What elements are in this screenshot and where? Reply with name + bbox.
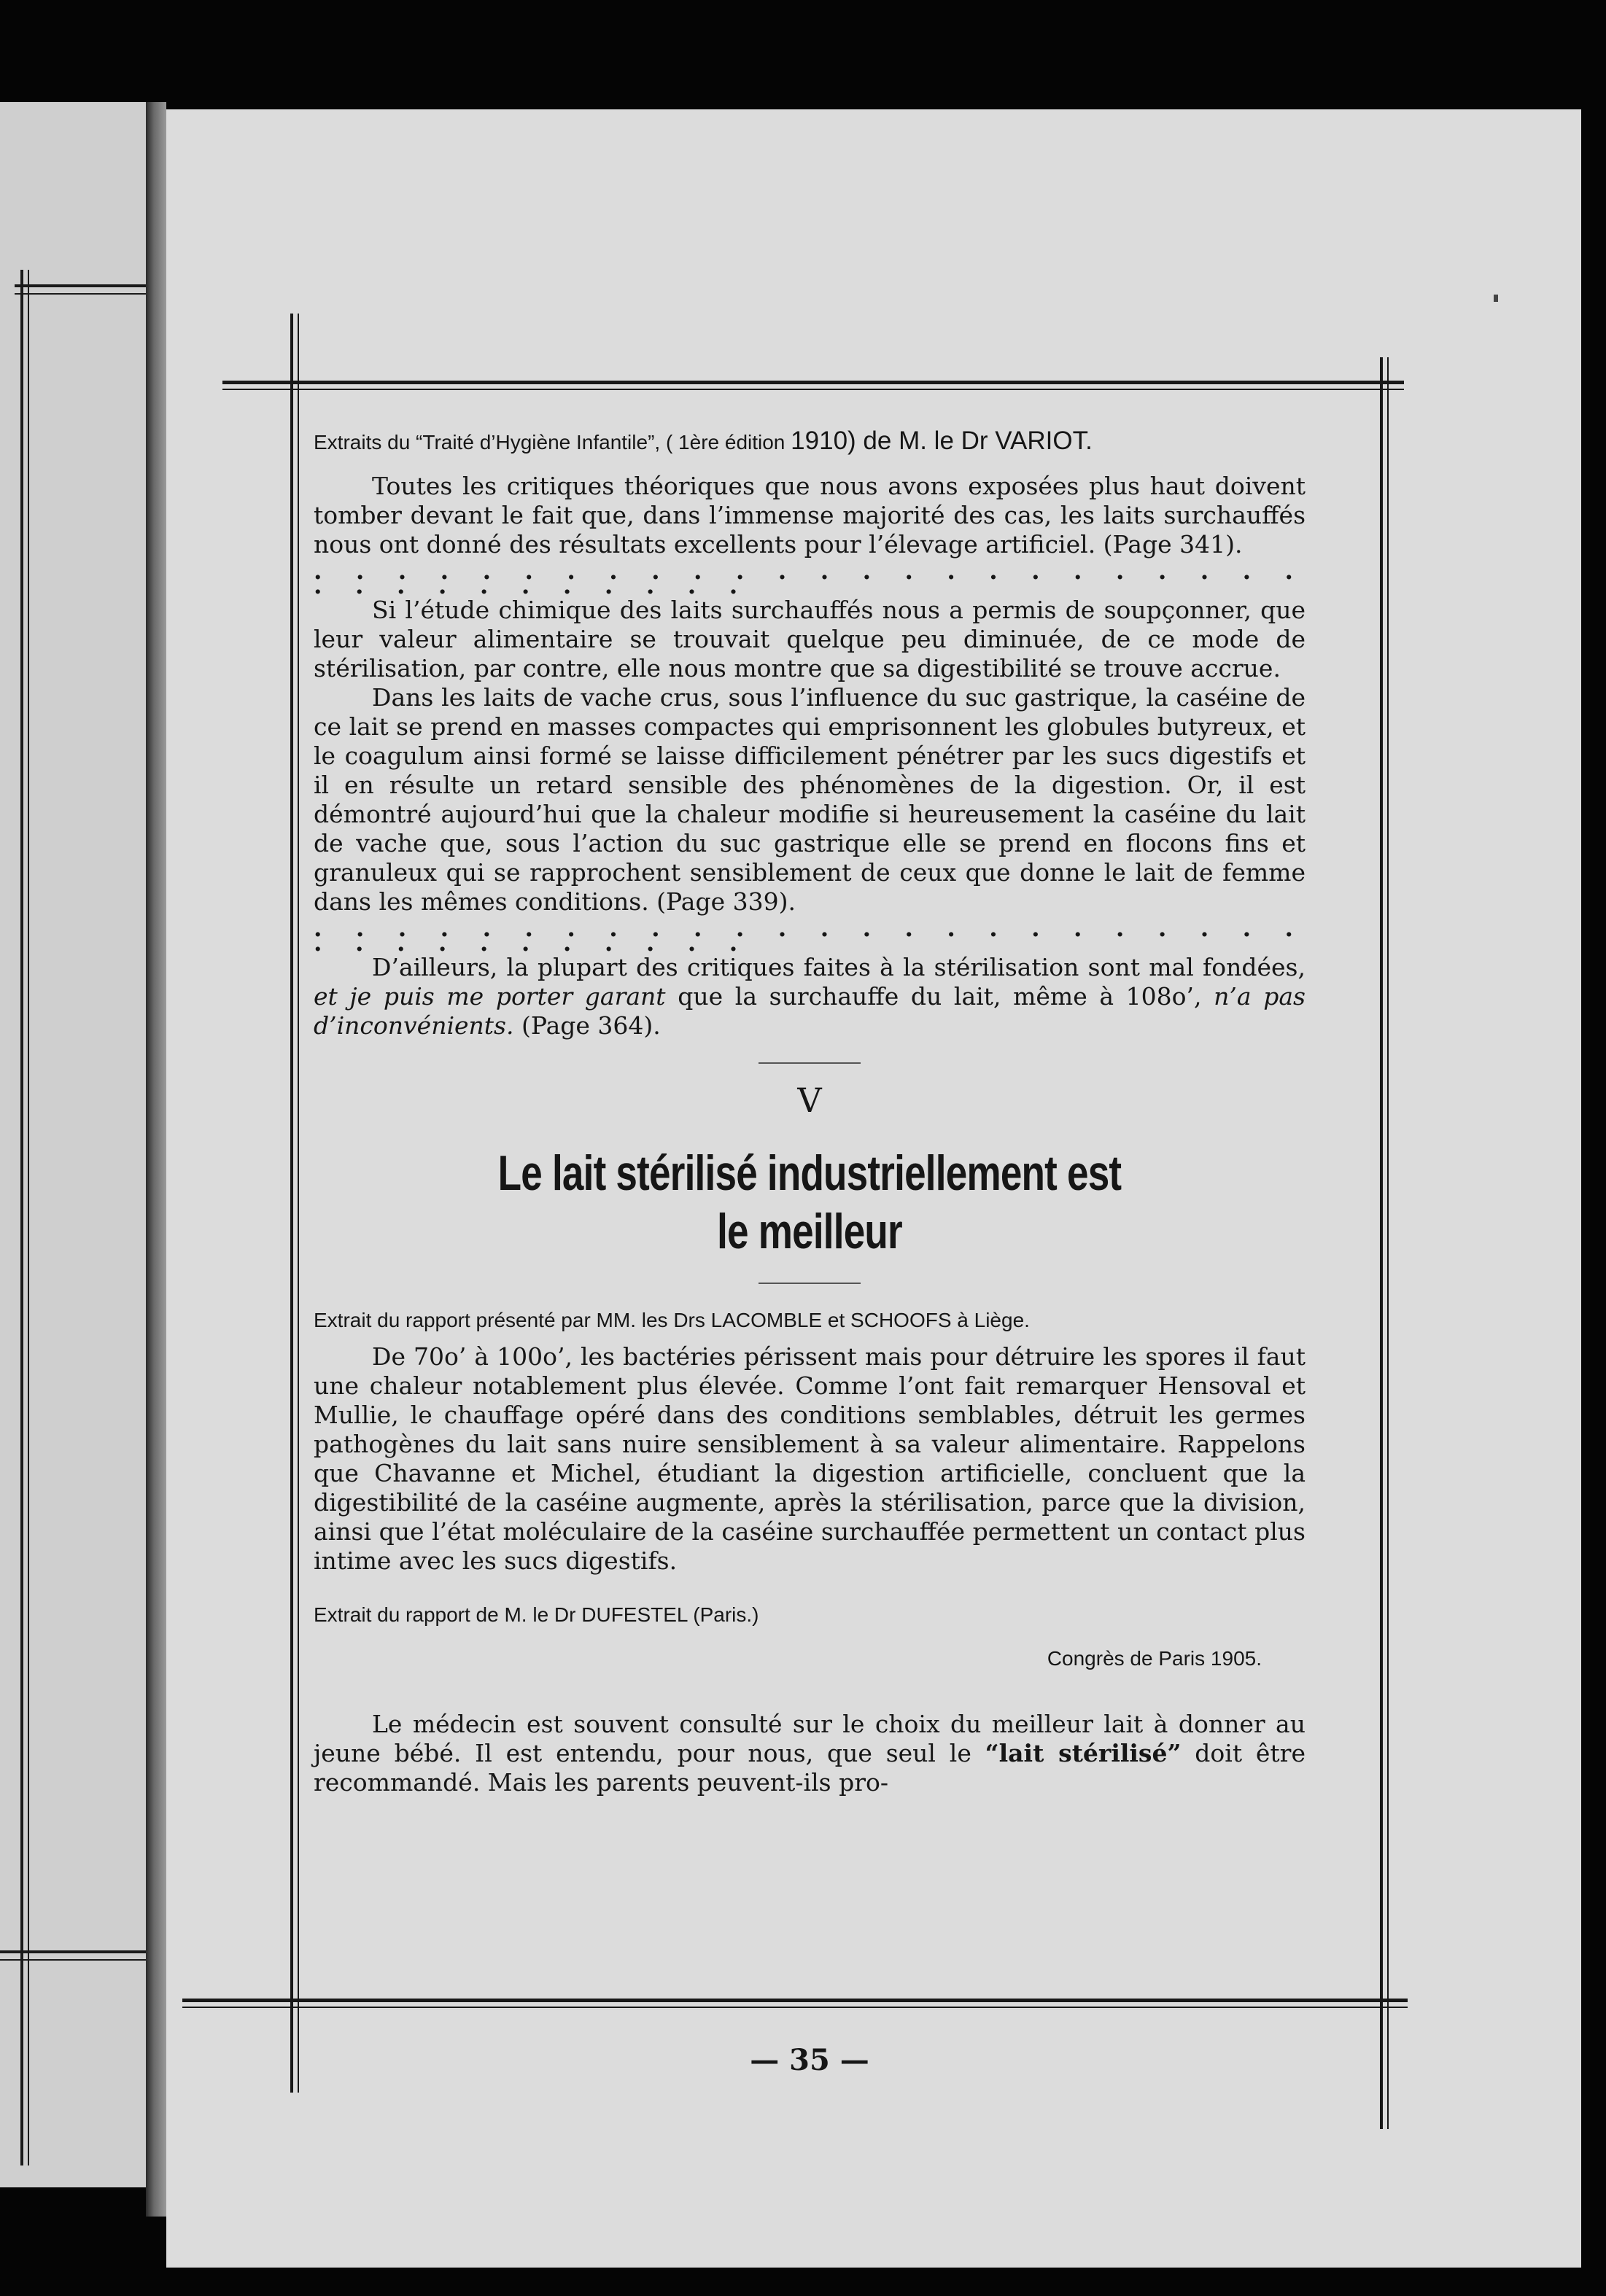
paragraph: Toutes les critiques théoriques que nous avons exposées plus haut doivent tomber devant le fait que, dans l’immense majorité des cas, les laits surchauffés nous ont donné des résultats excellents pour l’élevage artificiel. (Page 341). [314, 472, 1306, 559]
left-page-vertical-rule [28, 270, 29, 2165]
ellipsis-dots: . . . . . . . . . . . . . . . . . . . . . . . . . . . . . . . . . . . [314, 556, 1306, 599]
separator [759, 1062, 861, 1064]
paragraph: De 70o’ à 100o’, les bactéries périssent mais pour détruire les spores il faut une chaleur notablement plus élevée. Comme l’ont fait remarquer Hensoval et Mullie, le chauffage opéré dans des conditions semblables, détruit les germes pathogènes du lait sans nuire sensiblement à sa valeur alimentaire. Rappelons que Chavanne et Michel, étudiant la digestion artificielle, concluent que la digestibilité de la caséine augmente, après la stérilisation, parce que la division, ainsi que l’état moléculaire de la caséine surchauffée permettent un contact plus intime avec les sucs digestifs. [314, 1342, 1306, 1575]
extract-source-variot: Extraits du “Traité d’Hygiène Infantile”, ( 1ère édition 1910) de M. le Dr VARIOT. [314, 427, 1093, 455]
paragraph: Si l’étude chimique des laits surchauffés nous a permis de soupçonner, que leur valeur alimentaire se trouvait quelque peu diminuée, de ce mode de stérilisation, par contre, elle nous montre que sa digestibilité se trouve accrue. [314, 596, 1306, 682]
left-page-vertical-rule [20, 270, 23, 2165]
extract-source-dufestel: Extrait du rapport de M. le Dr DUFESTEL (Paris.) [314, 1603, 759, 1626]
extract-source-lacomble: Extrait du rapport présenté par MM. les Drs LACOMBLE et SCHOOFS à Liège. [314, 1309, 1030, 1331]
left-page-rule [15, 293, 146, 295]
top-rule-thin [222, 389, 1404, 390]
paragraph: Dans les laits de vache crus, sous l’influence du suc gastrique, la caséine de ce lait se prend en masses compactes qui emprisonnent les globules butyreux, et le coagulum ainsi formé se laisse difficilement pénétrer par les sucs digestifs et il en résulte un retard sensible des phénomènes de la digestion. Or, il est démontré aujourd’hui que la chaleur modifie si heureusement la caséine du lait de vache que, sous l’action du suc gastrique elle se prend en flocons fins et granuleux qui se rapprochent sensiblement de ceux que donne le lait de femme dans les mêmes conditions. (Page 339). [314, 683, 1306, 916]
congress-reference: Congrès de Paris 1905. [1047, 1647, 1262, 1670]
book-spine [146, 102, 166, 2217]
section-title-line-2: le meilleur [717, 1204, 902, 1259]
separator [759, 1283, 861, 1284]
right-vertical-rule [1380, 357, 1383, 2129]
left-vertical-rule-thin [298, 314, 299, 2093]
bottom-rule [182, 1999, 1408, 2002]
page-content [314, 427, 1306, 1797]
right-vertical-rule-thin [1387, 357, 1389, 2129]
speck [1494, 295, 1498, 302]
paragraph-last: D’ailleurs, la plupart des critiques faites à la stérilisation sont mal fondées, et je puis me porter garant que la surchauffe du lait, même à 108o’, n’a pas d’inconvénients. (Page 364). [314, 953, 1306, 1040]
ellipsis-dots: . . . . . . . . . . . . . . . . . . . . . . . . . . . . . . . . . . . [314, 914, 1306, 957]
left-vertical-rule [290, 314, 293, 2093]
top-rule [222, 381, 1404, 384]
bottom-rule-thin [182, 2007, 1408, 2008]
page-number: — 35 — [750, 2043, 869, 2077]
paragraph: Le médecin est souvent consulté sur le choix du meilleur lait à donner au jeune bébé. Il est entendu, pour nous, que seul le “lait stérilisé” doit être recommandé. Mais les parents peuvent-ils pro- [314, 1710, 1306, 1797]
left-page-rule [15, 284, 146, 287]
section-title-line-1: Le lait stérilisé industriellement est [497, 1145, 1122, 1201]
section-number: V [797, 1081, 822, 1120]
left-facing-page [0, 102, 146, 2187]
